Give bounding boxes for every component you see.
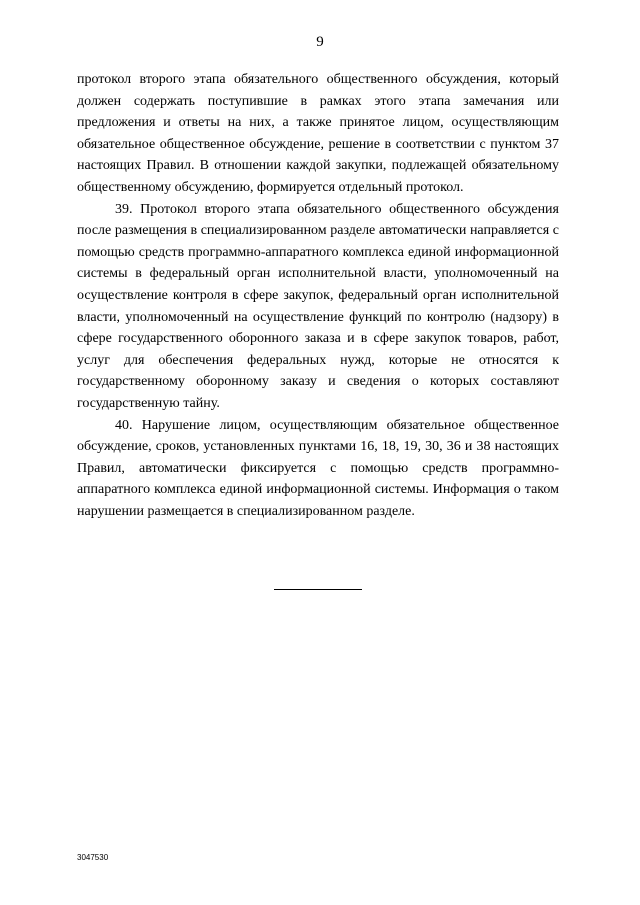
document-body [77,69,559,522]
paragraph-40: 40. Нарушение лицом, осуществляющим обязательное общественное обсуждение, сроков, установленных пунктами 16, 18, 19, 30, 36 и 38 настоящих Правил, автоматически фиксируется с помощью средств программно-аппаратного комплекса единой информационной системы. Информация о таком нарушении размещается в специализированном разделе. [77,417,559,519]
page-number: 9 [316,34,324,50]
paragraph-continued: протокол второго этапа обязательного общественного обсуждения, который должен содержать поступившие в рамках этого этапа замечания или предложения и ответы на них, а также принятое лицом, осуществляющим обязательное общественное обсуждение, решение в соответствии с пунктом 37 настоящих Правил. В отношении каждой закупки, подлежащей обязательному общественному обсуждению, формируется отдельный протокол. [77,72,559,195]
document-code: 3047530 [77,853,109,862]
end-of-text-rule [274,589,362,590]
paragraph-39: 39. Протокол второго этапа обязательного общественного обсуждения после размещения в специализированном разделе автоматически направляется с помощью средств программно-аппаратного комплекса единой информационной системы в федеральный орган исполнительной власти, уполномоченный на осуществление контроля в сфере закупок, федеральный орган исполнительной власти, уполномоченный на осуществление функций по контролю (надзору) в сфере государственного оборонного заказа и в сфере закупок товаров, работ, услуг для обеспечения федеральных нужд, которые не относятся к государственному оборонному заказу и сведения о которых составляют государственную тайну. [77,201,559,411]
